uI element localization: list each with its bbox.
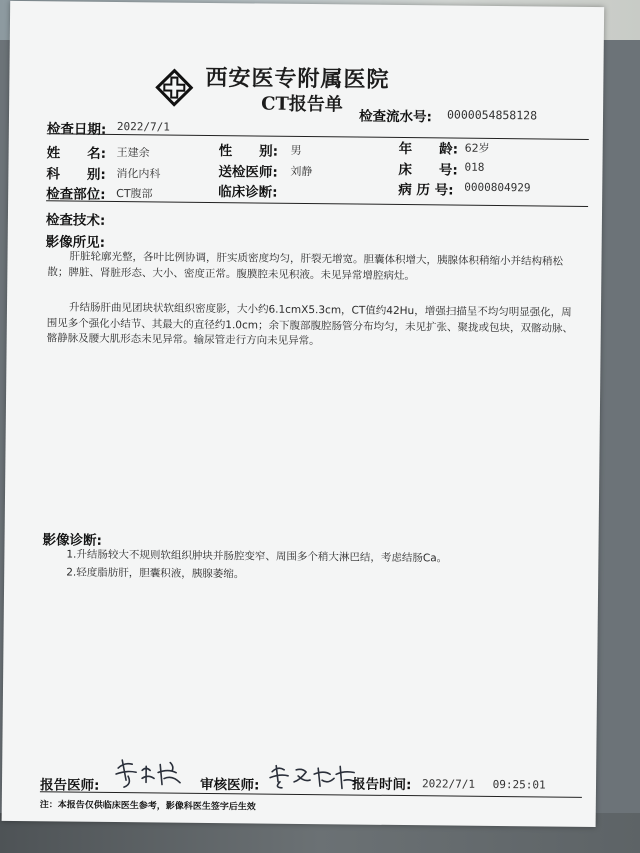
exam-date-label: 检查日期: [46, 121, 107, 138]
red-cross-diamond-icon [155, 68, 193, 106]
age-value: 62岁 [464, 141, 490, 155]
serial-value: 0000054858128 [446, 107, 538, 123]
footer-note: 注：本报告仅供临床医生参考，影像科医生签字后生效 [39, 800, 256, 813]
footer-rule [40, 791, 582, 798]
findings-paragraph-2: 升结肠肝曲见团块状软组织密度影，大小约6.1cmX5.3cm，CT值约42Hu，增强扫描呈不均匀明显强化，周围见多个强化小结节、其最大的直径约1.0cm；余下腹部腹腔肠管分布均匀，未见扩张、聚拢或包块，双髂动脉、髂静脉及腰大肌形态未见异常。输尿管走行方向未见异常。 [46, 301, 574, 348]
dept-label: 科 别: [46, 166, 106, 183]
gender-label: 性 别: [218, 143, 279, 160]
gender-value: 男 [290, 143, 302, 157]
age-label: 年 龄: [398, 140, 459, 158]
hospital-name: 西安医专附属医院 [205, 64, 390, 93]
technique-label: 检查技术: [45, 212, 106, 229]
referring-doctor-label: 送检医师: [218, 164, 278, 181]
report-sheet [2, 1, 605, 827]
report-time-label: 报告时间: [351, 776, 412, 794]
clinical-diagnosis-label: 临床诊断: [218, 184, 278, 201]
patient-info-rule [46, 200, 588, 207]
report-doctor-signature [114, 754, 192, 791]
findings-paragraph-1: 肝脏轮廓光整，各叶比例协调，肝实质密度均匀，肝裂无增宽。胆囊体积增大，胰腺体积稍缩小并结构稍松散；脾脏、肾脏形态、大小、密度正常。腹膜腔未见积液。未见异常增腔病灶。 [47, 250, 564, 282]
bed-value: 018 [464, 160, 485, 174]
exam-date-value: 2022/7/1 [116, 120, 170, 134]
record-number-value: 0000804929 [464, 180, 531, 195]
record-number-label: 病 历 号: [398, 181, 454, 199]
review-doctor-signature [268, 760, 358, 793]
impression-item-1: 1.升结肠较大不规则软组织肿块并肠腔变窄、周围多个稍大淋巴结，考虑结肠Ca。 [66, 548, 448, 565]
exam-part-value: CT腹部 [116, 187, 153, 201]
serial-label: 检查流水号: [358, 108, 432, 126]
review-doctor-label: 审核医师: [199, 776, 260, 794]
name-label: 姓 名: [46, 145, 107, 162]
report-time-value: 2022/7/1 09:25:01 [421, 777, 546, 792]
header-rule [47, 133, 589, 140]
bed-label: 床 号: [398, 161, 458, 179]
report-doctor-label: 报告医师: [39, 777, 100, 794]
dept-value: 消化内科 [116, 167, 161, 181]
findings-label: 影像所见: [45, 234, 106, 251]
exam-part-label: 检查部位: [46, 186, 106, 203]
name-value: 王建余 [116, 146, 150, 160]
referring-doctor-value: 刘静 [290, 164, 313, 179]
impression-label: 影像诊断: [42, 532, 103, 549]
impression-item-2: 2.轻度脂肪肝，胆囊积液，胰腺萎缩。 [66, 566, 245, 581]
report-title: CT报告单 [261, 93, 343, 116]
